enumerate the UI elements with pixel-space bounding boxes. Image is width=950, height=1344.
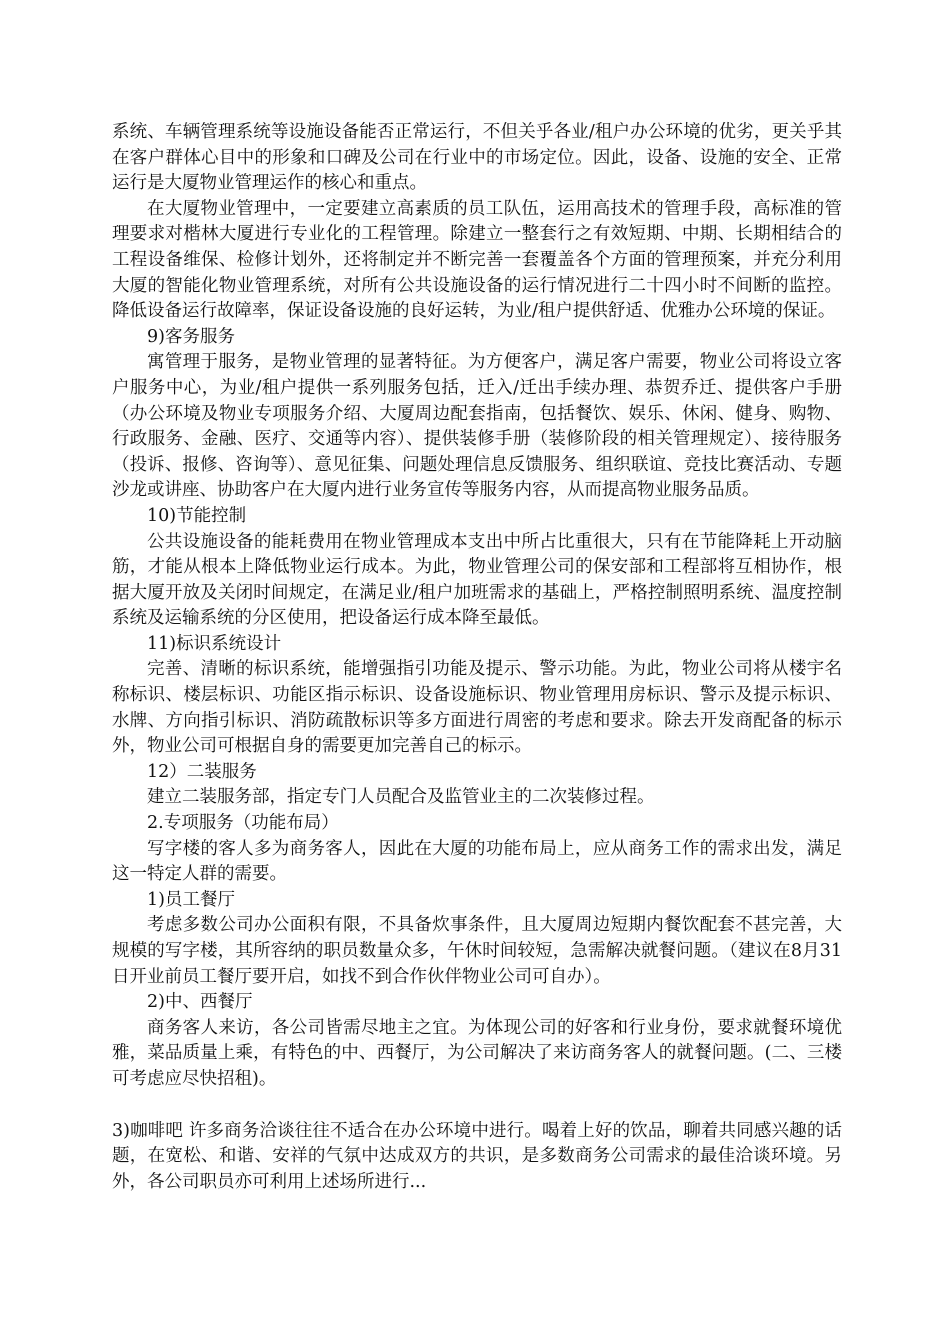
paragraph-staff-canteen: 考虑多数公司办公面积有限，不具备炊事条件，且大厦周边短期内餐饮配套不甚完善，大规模的写字楼，其所容纳的职员数量众多，午休时间较短，急需解决就餐问题。（建议在8月31日开业前员工餐厅要开启，如找不到合作伙伴物业公司可自办）。 [112, 915, 842, 987]
paragraph-coffee-bar: 3)咖啡吧 许多商务洽谈往往不适合在办公环境中进行。喝着上好的饮品，聊着共同感兴趣的话题，在宽松、和谐、安祥的气氛中达成双方的共识，是多数商务公司需求的最佳洽谈环境。另外，各公司职员亦可利用上述场所进行... [112, 1120, 842, 1192]
paragraph-customer-service: 寓管理于服务，是物业管理的显著特征。为方便客户，满足客户需要，物业公司将设立客户服务中心，为业/租户提供一系列服务包括，迁入/迁出手续办理、恭贺乔迁、提供客户手册（办公环境及物业专项服务介绍、大厦周边配套指南，包括餐饮、娱乐、休闲、健身、购物、行政服务、金融、医疗、交通等内容）、提供装修手册（装修阶段的相关管理规定）、接待服务（投诉、报修、咨询等）、意见征集、问题处理信息反馈服务、组织联谊、竞技比赛活动、专题沙龙或讲座、协助客户在大厦内进行业务宣传等服务内容，从而提高物业服务品质。 [112, 352, 842, 501]
paragraph-engineering-management: 在大厦物业管理中，一定要建立高素质的员工队伍，运用高技术的管理手段，高标准的管理要求对楷林大厦进行专业化的工程管理。除建立一整套行之有效短期、中期、长期相结合的工程设备维保、检修计划外，还将制定并不断完善一套覆盖各个方面的管理预案，并充分利用大厦的智能化物业管理系统，对所有公共设施设备的运行情况进行二十四小时不间断的监控。降低设备运行故障率，保证设备设施的良好运转，为业/租户提供舒适、优雅办公环境的保证。 [112, 198, 842, 322]
paragraph-restaurants: 商务客人来访，各公司皆需尽地主之宜。为体现公司的好客和行业身份，要求就餐环境优雅，菜品质量上乘，有特色的中、西餐厅，为公司解决了来访商务客人的就餐问题。(二、三楼可考虑应尽快招租)。 [112, 1017, 842, 1089]
heading-restaurants: 2)中、西餐厅 [147, 992, 253, 1013]
paragraph-energy-control: 公共设施设备的能耗费用在物业管理成本支出中所占比重很大，只有在节能降耗上开动脑筋，才能从根本上降低物业运行成本。为此，物业管理公司的保安部和工程部将互相协作，根据大厦开放及关闭时间规定，在满足业/租户加班需求的基础上，严格控制照明系统、温度控制系统及运输系统的分区使用，把设备运行成本降至最低。 [112, 531, 842, 629]
paragraph-renovation-service: 建立二装服务部，指定专门人员配合及监管业主的二次装修过程。 [147, 787, 655, 808]
heading-energy-control: 10)节能控制 [147, 505, 247, 526]
paragraph-signage-design: 完善、清晰的标识系统，能增强指引功能及提示、警示功能。为此，物业公司将从楼宇名称标识、楼层标识、功能区指示标识、设备设施标识、物业管理用房标识、警示及提示标识、水牌、方向指引标识、消防疏散标识等多方面进行周密的考虑和要求。除去开发商配备的标示外，物业公司可根据自身的需要更加完善自己的标示。 [112, 659, 842, 757]
paragraph-equipment-importance: 系统、车辆管理系统等设施设备能否正常运行，不但关乎各业/租户办公环境的优劣，更关乎其在客户群体心目中的形象和口碑及公司在行业中的市场定位。因此，设备、设施的安全、正常运行是大厦物业管理运作的核心和重点。 [112, 122, 842, 194]
paragraph-special-services: 写字楼的客人多为商务客人，因此在大厦的功能布局上，应从商务工作的需求出发，满足这一特定人群的需要。 [112, 838, 842, 885]
heading-customer-service: 9)客务服务 [147, 326, 235, 347]
heading-staff-canteen: 1)员工餐厅 [147, 889, 235, 910]
heading-signage-design: 11)标识系统设计 [147, 633, 282, 654]
heading-special-services: 2.专项服务（功能布局） [147, 813, 339, 834]
heading-renovation-service: 12）二装服务 [147, 761, 257, 782]
document-page [112, 120, 842, 1195]
paragraph-gap [112, 1093, 842, 1119]
